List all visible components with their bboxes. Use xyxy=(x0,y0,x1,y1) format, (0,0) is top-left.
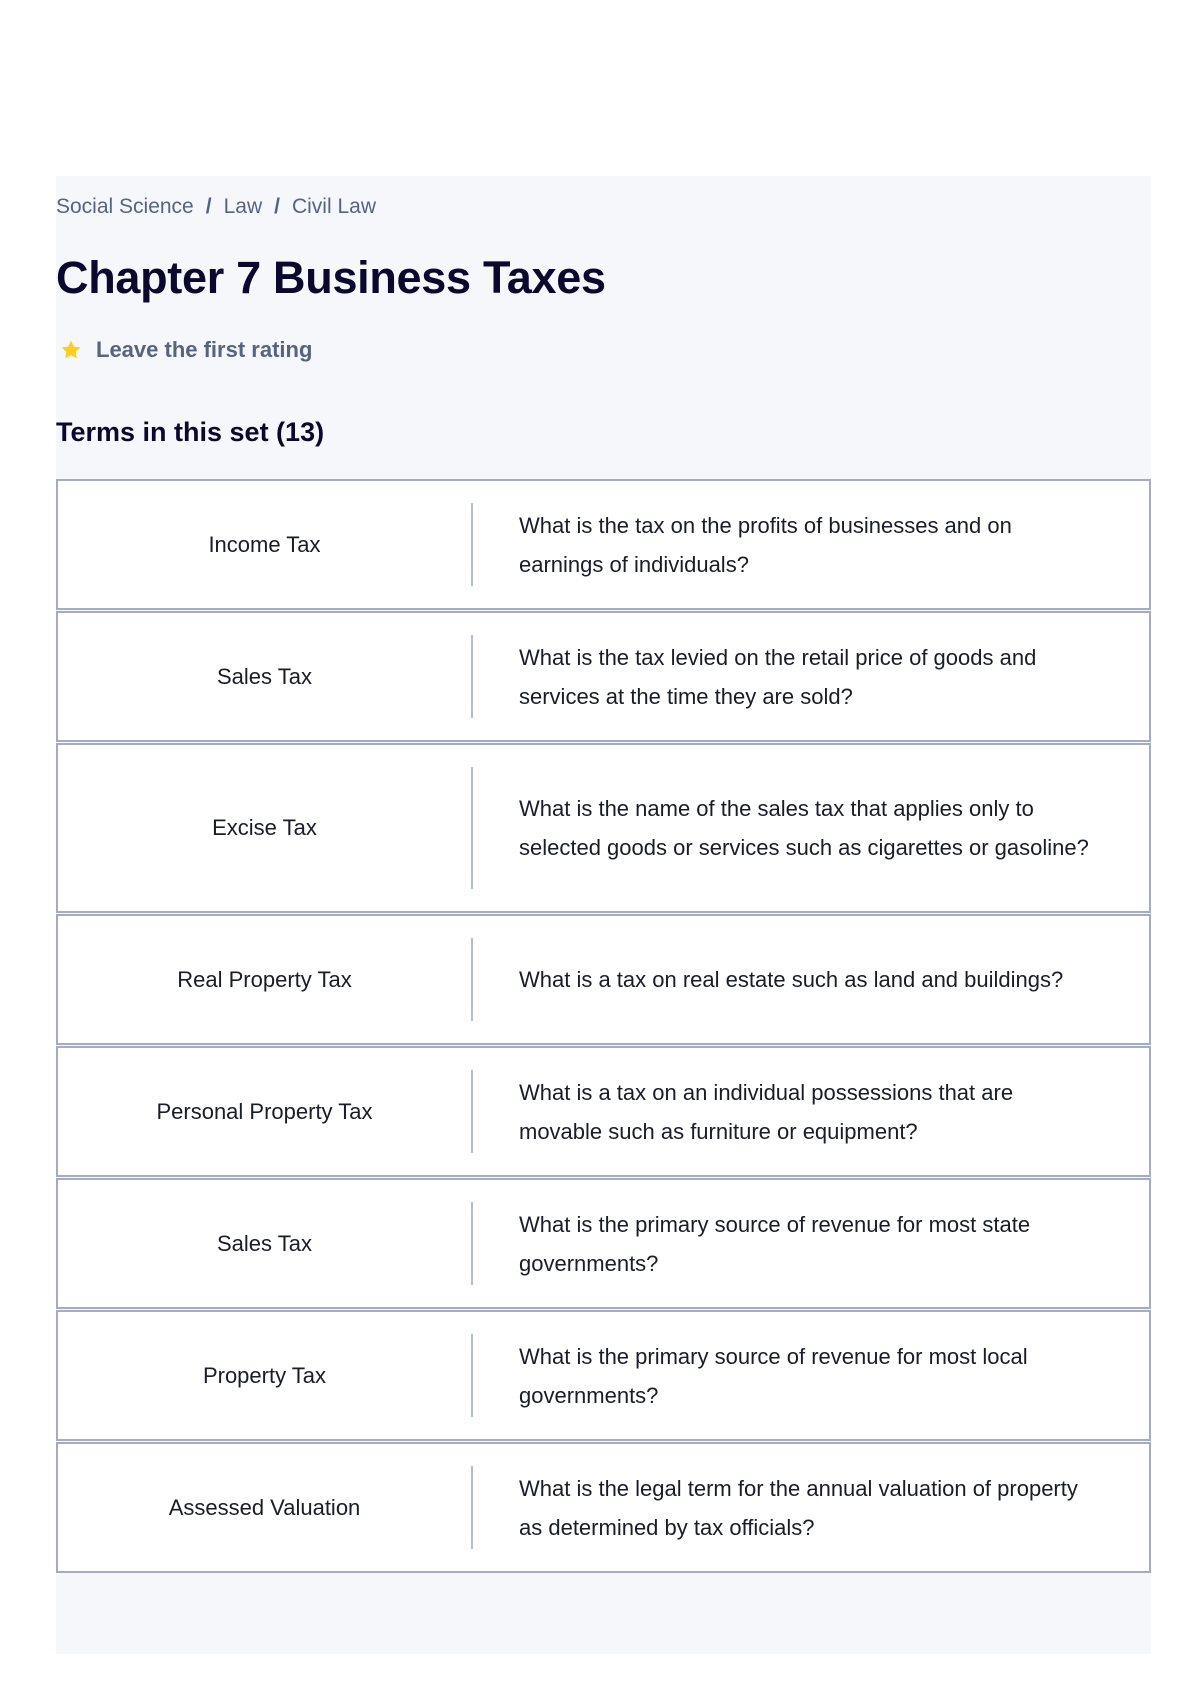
definition-text: What is a tax on real estate such as land and buildings? xyxy=(519,967,1064,992)
term-card[interactable] xyxy=(56,479,1151,610)
terms-list xyxy=(56,479,1151,1573)
definition-text: What is the primary source of revenue for most state governments? xyxy=(519,1211,1031,1276)
breadcrumb-item-social-science[interactable]: Social Science xyxy=(56,195,194,218)
term-text: Income Tax xyxy=(208,531,321,557)
breadcrumb-separator: / xyxy=(274,195,280,218)
term-text: Excise Tax xyxy=(212,815,317,840)
term-text: Sales Tax xyxy=(217,1230,312,1256)
definition-text: What is the tax on the profits of businesses and on earnings of individuals? xyxy=(519,512,1012,577)
breadcrumb-item-civil-law[interactable]: Civil Law xyxy=(291,195,376,218)
definition-text: What is a tax on an individual possessions that are movable such as furniture or equipment? xyxy=(519,1079,1014,1144)
definition-text: What is the primary source of revenue for most local governments? xyxy=(519,1343,1028,1408)
term-card[interactable] xyxy=(56,1046,1151,1177)
terms-heading: Terms in this set (13) xyxy=(56,417,325,447)
term-text: Real Property Tax xyxy=(177,966,352,992)
term-text: Property Tax xyxy=(202,1362,327,1388)
breadcrumb-item-law[interactable]: Law xyxy=(223,195,263,218)
rating-label: Leave the first rating xyxy=(96,337,313,362)
term-card[interactable] xyxy=(56,1310,1151,1441)
term-text: Sales Tax xyxy=(217,663,312,689)
term-card[interactable] xyxy=(56,1178,1151,1309)
definition-text: What is the tax levied on the retail price of goods and services at the time they are sold? xyxy=(519,644,1037,709)
page-title: Chapter 7 Business Taxes xyxy=(56,252,606,303)
rating-button[interactable] xyxy=(60,334,312,366)
term-text: Assessed Valuation xyxy=(168,1494,361,1520)
term-text: Personal Property Tax xyxy=(156,1098,373,1124)
term-card[interactable] xyxy=(56,743,1151,913)
star-shape xyxy=(62,341,81,359)
term-card[interactable] xyxy=(56,914,1151,1045)
breadcrumb-separator: / xyxy=(205,195,212,218)
term-card[interactable] xyxy=(56,1442,1151,1573)
term-card[interactable] xyxy=(56,611,1151,742)
star-icon xyxy=(60,339,82,361)
definition-text: What is the name of the sales tax that applies only to selected goods or services such as cigarettes or gasoline? xyxy=(519,796,1089,860)
breadcrumb xyxy=(56,192,376,222)
definition-text: What is the legal term for the annual valuation of property as determined by tax officials? xyxy=(519,1475,1078,1540)
